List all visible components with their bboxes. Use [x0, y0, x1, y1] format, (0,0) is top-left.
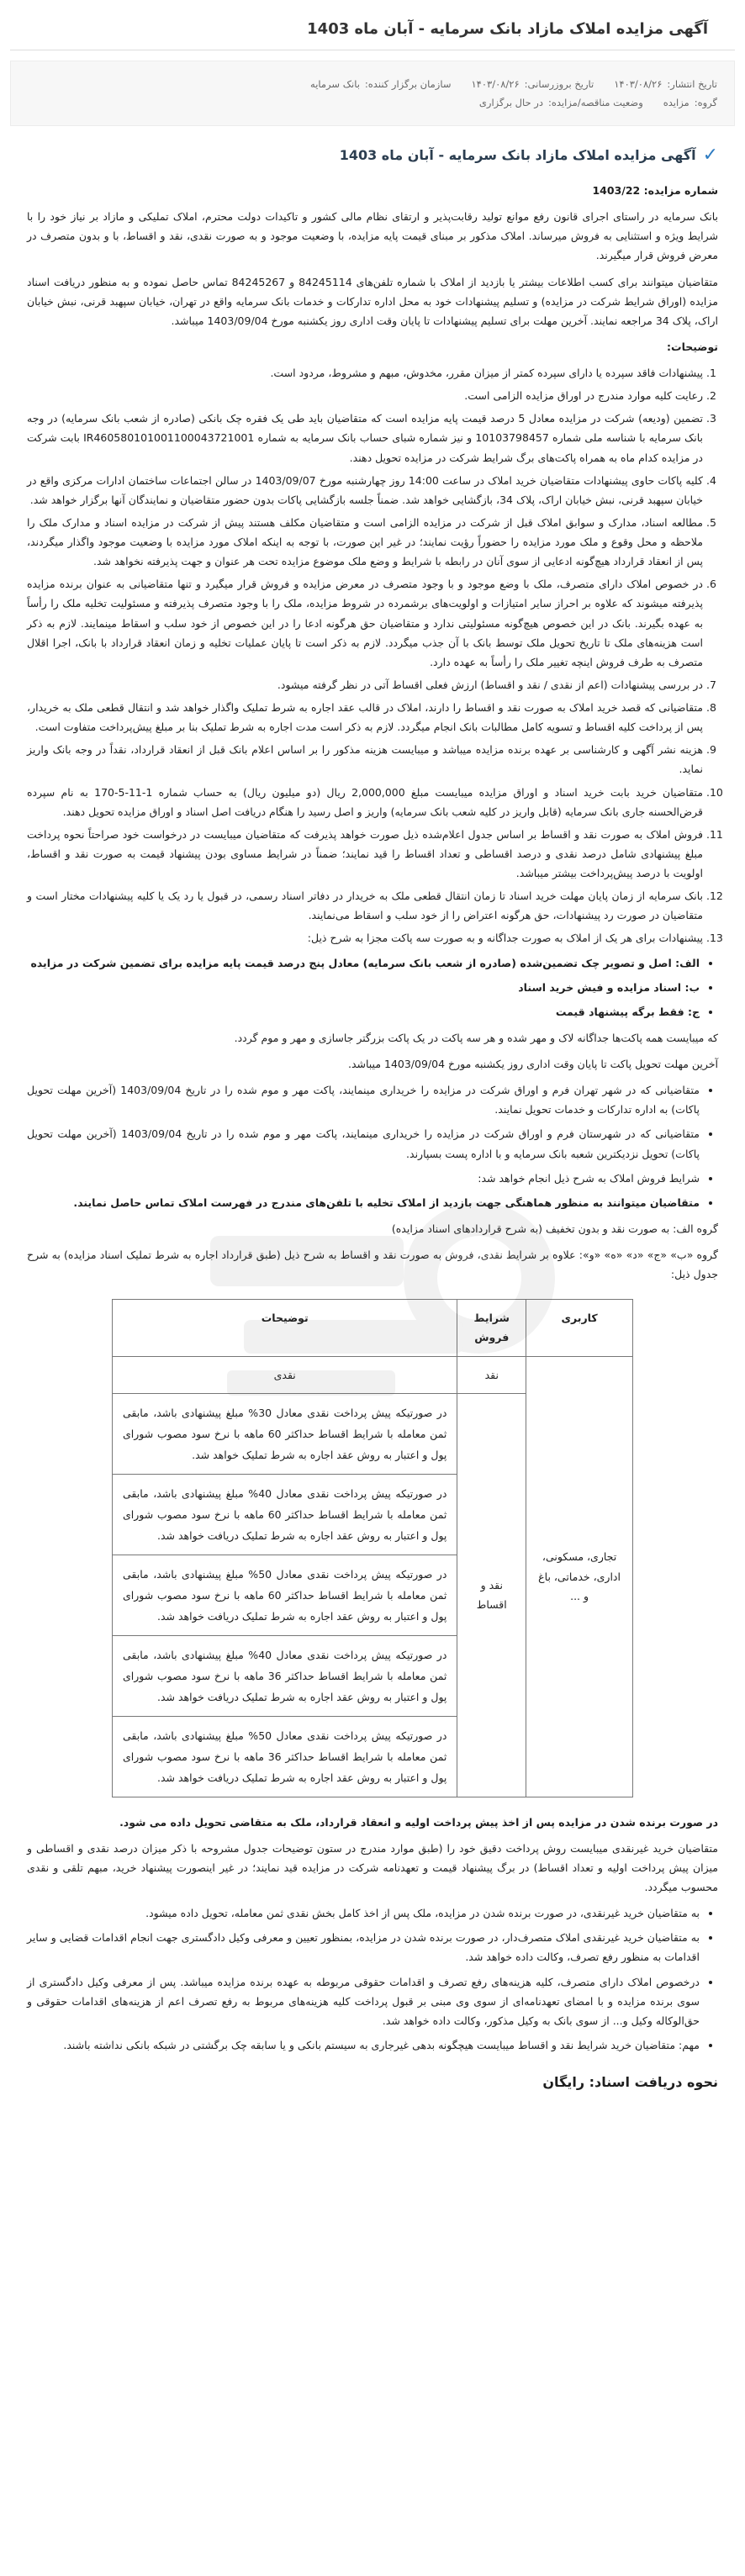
installment-desc: در صورتیکه پیش پرداخت نقدی معادل 50% مبلغ پیشنهادی باشد، مابقی ثمن معامله با شرایط اقساط حداکثر 36 ماهه با نرخ سود مصوب شورای پول و اعتبار به روش عقد اجاره به شرط تملیک دریافت خواهد شد.	[113, 1716, 457, 1797]
update-value: ۱۴۰۳/۰۸/۲۶	[471, 78, 520, 90]
final-list	[27, 1903, 718, 2055]
buyers-paragraph: متقاضیان خرید غیرنقدی میبایست روش پرداخت دقیق خود را (طبق موارد مندرج در ستون توضیحات جدول مشروحه با ذکر میزان درصد نقدی و اقساطی و میزان پیش پرداخت اولیه و تعداد اقساط) در برگ پیشنهاد قیمت و تعهدنامه شرکت در مزایده قید نمایند؛ در غیر اینصورت پیشنهاد خرید، مبهم تلقی و نقدی محسوب میگردد.	[27, 1841, 718, 1893]
notes-list	[27, 363, 718, 948]
note-item: 5. مطالعه اسناد، مدارک و سوابق املاک قبل از شرکت در مزایده الزامی است و متقاضیان مکلف هستند پیش از شرکت در مزایده اسناد و مدارک ملک را ملاحظه و محل وقوع و ملک مورد مزایده را حضوراً رؤیت نمایند؛ در غیر این صورت، با توجه به اینکه املاک مورد مزایده با وضعیت موجود واگذار میگردند، پس از انعقاد قرارداد هیچ‌گونه ادعایی از سوی آنان در رابطه با شرایط و وضع ملک موضوع مزایده تحت هر عنوان و جهت پذیرفته نخواهد شد.	[27, 513, 703, 571]
meta-row-1	[28, 78, 717, 90]
note-item: 10. متقاضیان خرید بابت خرید اسناد و اوراق مزایده میبایست مبلغ 2,000,000 ریال (دو میلیون ریال) به حساب شماره 1-11-5-170 به نام سپرده قرض‌الحسنه جاری بانک سرمایه (قابل واریز در کلیه شعب بانک سرمایه) واریز و اصل رسید را هنگام دریافت اصل اسناد و اوراق مزایده تحویل دهند.	[27, 783, 703, 821]
group-a: گروه الف: به صورت نقد و بدون تخفیف (به شرح قراردادهای اسناد مزایده)	[391, 1222, 718, 1235]
section-heading	[0, 126, 745, 174]
publish-label: تاریخ انتشار:	[667, 78, 717, 90]
auction-number: شماره مزایده: 1403/22	[592, 184, 718, 197]
installment-desc: در صورتیکه پیش پرداخت نقدی معادل 40% مبلغ پیشنهادی باشد، مابقی ثمن معامله با شرایط اقساط حداکثر 60 ماهه با نرخ سود مصوب شورای پول و اعتبار به روش عقد اجاره به شرط تملیک دریافت خواهد شد.	[113, 1474, 457, 1555]
packets-list	[27, 953, 718, 1021]
group-label: گروه:	[694, 97, 717, 108]
table-header: شرایط فروش	[457, 1300, 526, 1356]
packet-item: • ب: اسناد مزایده و فیش خرید اسناد	[27, 978, 700, 997]
note-item: 8. متقاضیانی که قصد خرید املاک به صورت نقد و اقساط را دارند، املاک در قالب عقد اجاره به شرط تملیک واگذار خواهد شد و انتقال قطعی ملک به خریدار، پس از پرداخت کلیه اقساط و تسویه کامل مطالبات بانک انجام میگردد. لازم به ذکر است مدت اجاره به شرط تملیک بنا بر مبلغ پیش‌پرداخت متفاوت است.	[27, 698, 703, 736]
delivery-list	[27, 1080, 718, 1188]
note-item: 6. در خصوص املاک دارای متصرف، ملک با وضع موجود و با وجود متصرف در معرض مزایده و فروش قرار میگیرد و تنها متقاضیانی به عنوان برنده مزایده پذیرفته میشوند که علاوه بر احراز سایر امتیازات و اولویت‌های برشمرده در شروط مزایده، ملک را با وجود متصرف پذیرفته و مسئولیت تخلیه ملک را رأساً به عهده بگیرند. بانک در این خصوص هیچ‌گونه مسئولیتی ندارد و متقاضیان حق هرگونه ادعا را در این خصوص از خود سلب و اسقاط مینمایند. لازم به ذکر است هزینه‌های ملک تا تاریخ تحویل ملک توسط بانک با آن جذب میگردد. لازم به ذکر است تا پایان عملیات تخلیه و زمان انعقاد قرارداد با بانک، اجرا اقلال متصرف به طرف فروش اینچه تغییر ملک را رأساً به عهده دارد.	[27, 574, 703, 672]
final-item: • به متقاضیان خرید غیرنقدی املاک متصرف‌دار، در صورت برنده شدن در مزایده، بمنظور تعیین و معرفی وکیل دادگستری جهت انجام اقدامات قضایی و سایر اقدامات به منظور رفع تصرف، وکالت داده خواهد شد.	[27, 1928, 700, 1966]
winner-note: در صورت برنده شدن در مزایده پس از اخذ پیش پرداخت اولیه و انعقاد قرارداد، ملک به متقاضی تحویل داده می شود.	[119, 1815, 718, 1829]
table-row	[113, 1356, 633, 1393]
group-value[interactable]: مزایده	[663, 97, 690, 108]
doc-receipt	[27, 2070, 718, 2095]
installment-desc: در صورتیکه پیش پرداخت نقدی معادل 50% مبلغ پیشنهادی باشد، مابقی ثمن معامله با شرایط اقساط حداکثر 60 ماهه با نرخ سود مصوب شورای پول و اعتبار به روش عقد اجاره به شرط تملیک دریافت خواهد شد.	[113, 1555, 457, 1635]
table-header: توضیحات	[113, 1300, 457, 1356]
installment-desc: در صورتیکه پیش پرداخت نقدی معادل 40% مبلغ پیشنهادی باشد، مابقی ثمن معامله با شرایط اقساط حداکثر 36 ماهه با نرخ سود مصوب شورای پول و اعتبار به روش عقد اجاره به شرط تملیک دریافت خواهد شد.	[113, 1635, 457, 1716]
group	[663, 97, 717, 108]
org-label: سازمان برگزار کننده:	[364, 78, 452, 90]
final-item: • به متقاضیان خرید غیرنقدی، در صورت برنده شدن در مزایده، ملک پس از اخذ کامل بخش نقدی ثمن معامله، تحویل داده میشود.	[27, 1903, 700, 1923]
group-b: گروه «ب» «ج» «د» «ه» «و»: علاوه بر شرایط نقدی، فروش به صورت نقد و اقساط به شرح ذیل (طبق قرارداد اجاره به شرط تملیک اسناد مزایده) به شرح جدول ذیل:	[27, 1248, 718, 1281]
page-title: آگهی مزایده املاک مازاد بانک سرمایه - آبان ماه 1403	[10, 0, 735, 50]
delivery-item: • متقاضیانی که در شهرستان فرم و اوراق شرکت در مزایده را خریداری مینمایند، پاکت مهر و موم شده را در تاریخ 1403/09/04 (آخرین مهلت تحویل پاکات) تحویل نزدیکترین شعبه بانک سرمایه و با اداره پست بسپارند.	[27, 1124, 700, 1163]
publish-value: ۱۴۰۳/۰۸/۲۶	[614, 78, 663, 90]
cash-desc-cell: نقدی	[113, 1356, 457, 1393]
org-value[interactable]: بانک سرمایه	[310, 78, 360, 90]
check-icon: ✓	[702, 145, 718, 166]
sales-terms-table	[112, 1299, 633, 1797]
note-item: 3. تضمین (ودیعه) شرکت در مزایده معادل 5 درصد قیمت پایه مزایده است که متقاضیان باید طی یک فقره چک بانکی (صادره از شعب بانک سرمایه) در وجه بانک سرمایه با شناسه ملی شماره 10103798457 و نیز شماره شبای حساب بانک سرمایه به شماره IR460580101001100043721001 بابت شرکت در مزایده کدام ماه به همراه پاکت‌های برگ شرایط شرکت در مزایده تحویل دهند.	[27, 409, 703, 467]
notes-title: توضیحات:	[667, 340, 718, 353]
organizer	[310, 78, 451, 90]
publish-date	[614, 78, 717, 90]
final-item: • مهم: متقاضیان خرید شرایط نقد و اقساط میبایست هیچگونه بدهی غیرجاری به سیستم بانکی و یا سابقه چک برگشتی در شبکه بانکی نداشته باشند.	[27, 2035, 700, 2055]
final-item: • درخصوص املاک دارای متصرف، کلیه هزینه‌های رفع تصرف و اقدامات حقوقی مربوطه به عهده برنده مزایده میباشد. پس از معرفی وکیل دادگستری از سوی برنده مزایده و با امضای تعهدنامه‌ای از سوی وی مبنی بر قبول پرداخت کلیه هزینه‌های مربوط به رفع تصرف اعم از هزینه‌های اقدامات حقوقی و حق‌الوکاله وکیل و... از سوی بانک به وکیل مذکور، وکالت داده خواهد شد.	[27, 1972, 700, 2030]
meta-box	[10, 61, 735, 126]
usage-cell: تجاری، مسکونی، اداری، خدماتی، باغ و ...	[526, 1356, 633, 1797]
intro-paragraph: بانک سرمایه در راستای اجرای قانون رفع موانع تولید رقابت‌پذیر و ارتقای نظام مالی کشور و تاکیدات دولت محترم، املاک تملیکی و مازاد بر نیاز خود را با شرایط ویژه و استثنایی به فروش میرساند. املاک مذکور بر مبنای قیمت پایه مزایده، با وضعیت موجود و به صورت نقدی، نقد و اقساط، با و بدون متصرف در معرض فروش قرار میگیرند.	[27, 210, 718, 262]
applicants-paragraph: متقاضیان میتوانند برای کسب اطلاعات بیشتر یا بازدید از املاک با شماره تلفن‌های 84245114 و 84245267 تماس حاصل نموده و به منظور دریافت اسناد مزایده (اوراق شرایط شرکت در مزایده) و تسلیم پیشنهادات خود به محل اداره تدارکات و خدمات بانک سرمایه واقع در تهران، خیابان سپهبد قرنی، نبش خیابان اراک، پلاک 34 مراجعه نمایند. آخرین مهلت برای تسلیم پیشنهادات تا پایان وقت اداری روز یکشنبه مورخ 1403/09/04 میباشد.	[27, 275, 719, 327]
deadline-note: آخرین مهلت تحویل پاکت تا پایان وقت اداری روز یکشنبه مورخ 1403/09/04 میباشد.	[347, 1058, 718, 1070]
contact-item: • متقاضیان میتوانند به منظور هماهنگی جهت بازدید از املاک تخلیه با تلفن‌های مندرج در فهرست املاک تماس حاصل نمایند.	[27, 1193, 700, 1212]
installment-desc: در صورتیکه پیش پرداخت نقدی معادل 30% مبلغ پیشنهادی باشد، مابقی ثمن معامله با شرایط اقساط حداکثر 60 ماهه با نرخ سود مصوب شورای پول و اعتبار به روش عقد اجاره به شرط تملیک خواهد شد.	[113, 1393, 457, 1474]
note-item: 9. هزینه نشر آگهی و کارشناسی بر عهده برنده مزایده میباشد و میبایست هزینه مذکور را بر اساس اعلام بانک قبل از انعقاد قرارداد، نقداً در وجه بانک واریز نماید.	[27, 740, 703, 779]
note-item: 13. پیشنهادات برای هر یک از املاک به صورت جداگانه و به صورت سه پاکت مجزا به شرح ذیل:	[27, 928, 703, 948]
update-date	[472, 78, 594, 90]
status-value: در حال برگزاری	[478, 97, 543, 108]
table-header-row	[113, 1300, 633, 1356]
status	[479, 97, 643, 108]
note-item: 12. بانک سرمایه از زمان پایان مهلت خرید اسناد تا زمان انتقال قطعی ملک به خریدار در دفاتر اسناد رسمی، در قبول یا رد یک یا کلیه پیشنهادات مختار است و متقاضیان در صورت رد پیشنهادات، حق هرگونه اعتراض را از خود سلب و اسقاط می‌نمایند.	[27, 886, 703, 925]
packet-item: • الف: اصل و تصویر چک تضمین‌شده (صادره از شعب بانک سرمایه) معادل پنج درصد قیمت پایه مزایده برای تضمین شرکت در مزایده	[27, 953, 700, 973]
cash-cell: نقد	[457, 1356, 526, 1393]
sealed-note: که میبایست همه پاکت‌ها جداگانه لاک و مهر شده و هر سه پاکت در یک پاکت بزرگتر جاسازی و مهر و موم گردد.	[234, 1031, 718, 1044]
update-label: تاریخ بروزرسانی:	[524, 78, 594, 90]
contact-list	[27, 1193, 718, 1212]
table-header: کاربری	[526, 1300, 633, 1356]
note-item: 4. کلیه پاکات حاوی پیشنهادات متقاضیان خرید املاک در ساعت 14:00 روز چهارشنبه مورخ 1403/09/07 در سالن اجتماعات ساختمان ادارات مرکزی واقع در خیابان سپهبد قرنی، نبش خیابان اراک، پلاک 34، بازگشایی خواهد شد. ضمناً جلسه بازگشایی پاکات بدون حضور متقاضیان و نمایندگان آنها برگزار خواهد شد.	[27, 471, 703, 509]
note-item: 7. در بررسی پیشنهادات (اعم از نقدی / نقد و اقساط) ارزش فعلی اقساط آتی در نظر گرفته میشود.	[27, 675, 703, 694]
delivery-item: • متقاضیانی که در شهر تهران فرم و اوراق شرکت در مزایده را خریداری مینمایند، پاکت مهر و موم شده را در تاریخ 1403/09/04 (آخرین مهلت تحویل پاکات) به اداره تدارکات و خدمات تحویل نمایند.	[27, 1080, 700, 1119]
note-item: 11. فروش املاک به صورت نقد و اقساط بر اساس جدول اعلام‌شده ذیل صورت خواهد پذیرفت که متقاضیان میبایست در درخواست خود صراحتاً نحوه پرداخت مبلغ پیشنهادی شامل درصد نقدی و درصد اقساطی و تعداد اقساط را قید نمایند؛ ضمناً در شرایط مساوی بودن پیشنهاد قیمت به صورت نقد و اقساط، اولویت با درصد پیش‌پرداخت بیشتر میباشد.	[27, 825, 703, 883]
doc-receipt-label: نحوه دریافت اسناد:	[589, 2074, 718, 2090]
note-item: 2. رعایت کلیه موارد مندرج در اوراق مزایده الزامی است.	[27, 386, 703, 405]
section-heading-text: آگهی مزایده املاک مازاد بانک سرمایه - آبان ماه 1403	[339, 147, 696, 163]
installments-cell: نقد و اقساط	[457, 1393, 526, 1797]
packet-item: • ج: فقط برگه پیشنهاد قیمت	[27, 1002, 700, 1021]
content	[0, 181, 745, 2095]
note-item: 1. پیشنهادات فاقد سپرده یا دارای سپرده کمتر از میزان مقرر، مخدوش، مبهم و مشروط، مردود است.	[27, 363, 703, 383]
meta-row-2	[28, 97, 717, 108]
doc-receipt-value: رایگان	[542, 2074, 585, 2090]
status-label: وضعیت مناقصه/مزایده:	[547, 97, 643, 108]
delivery-item: • شرایط فروش املاک به شرح ذیل انجام خواهد شد:	[27, 1169, 700, 1188]
